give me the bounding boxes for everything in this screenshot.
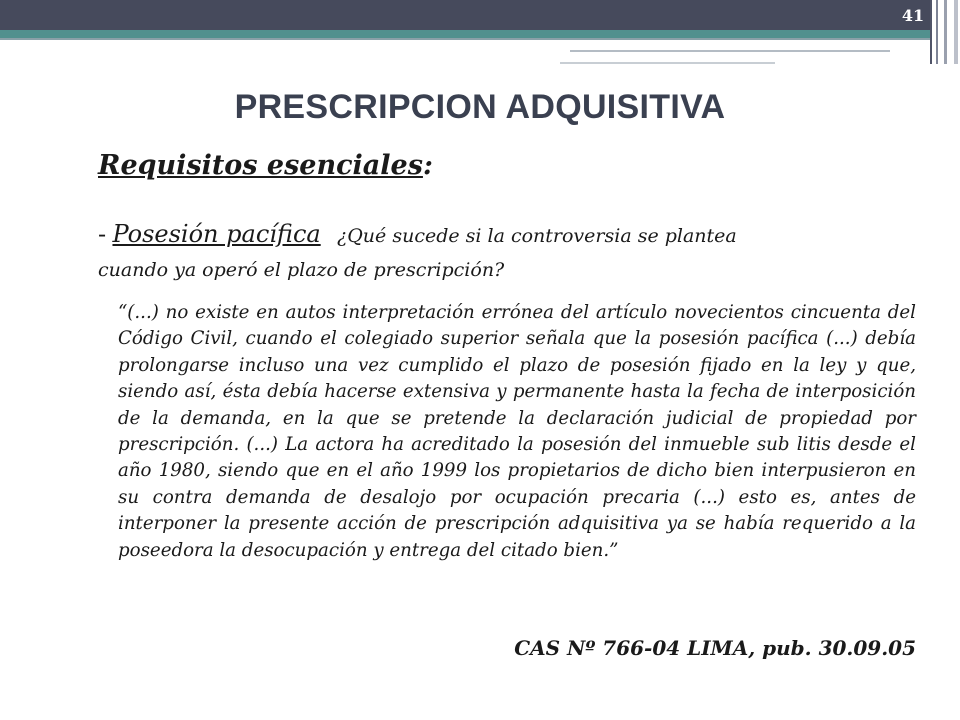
- jurisprudence-quote: “(...) no existe en autos interpretación errónea del artículo novecientos cincuenta del Código Civil, cuando el colegiado superior señala que la posesión pacífica (...) debía prolongarse incluso una vez cumplido el plazo de posesión fijado en la ley y que, siendo así, ésta debía hacerse extensiva y permanente hasta la fecha de interposición de la demanda, en la que se pretende la declaración judicial de propiedad por prescripción. (...) La actora ha acreditado la posesión del inmueble sub litis desde el año 1980, siendo que en el año 1999 los propietarios de dicho bien interpusieron en su contra demanda de desalojo por ocupación precaria (...) esto es, antes de interponer la presente acción de prescripción adquisitiva ya se había requerido a la poseedora la desocupación y entrega del citado bien.”: [118, 302, 916, 561]
- vertical-decor-line: [930, 0, 932, 64]
- header-divider-line: [0, 38, 930, 40]
- header-decor-line: [570, 50, 890, 52]
- header-bar: [0, 0, 930, 30]
- section-heading: [98, 150, 433, 181]
- bullet-point: [98, 218, 888, 287]
- vertical-decor-line: [936, 0, 938, 64]
- bullet-question-line-1: ¿Qué sucede si la controversia se plantea: [337, 225, 737, 247]
- case-citation: CAS Nº 766-04 LIMA, pub. 30.09.05: [514, 636, 916, 660]
- slide-number: 41: [901, 6, 925, 25]
- section-heading-text: Requisitos esenciales: [98, 150, 423, 181]
- vertical-decor-line: [944, 0, 947, 64]
- vertical-decor-line: [954, 0, 958, 64]
- bullet-question-line-2: cuando ya operó el plazo de prescripción?: [98, 259, 505, 281]
- bullet-lead: Posesión pacífica: [112, 220, 321, 248]
- slide-title: PRESCRIPCION ADQUISITIVA: [234, 88, 726, 126]
- header-accent-stripe: [0, 30, 930, 38]
- bullet-dash: -: [98, 220, 107, 248]
- section-heading-colon: :: [422, 150, 433, 181]
- header-decor-line: [560, 62, 775, 64]
